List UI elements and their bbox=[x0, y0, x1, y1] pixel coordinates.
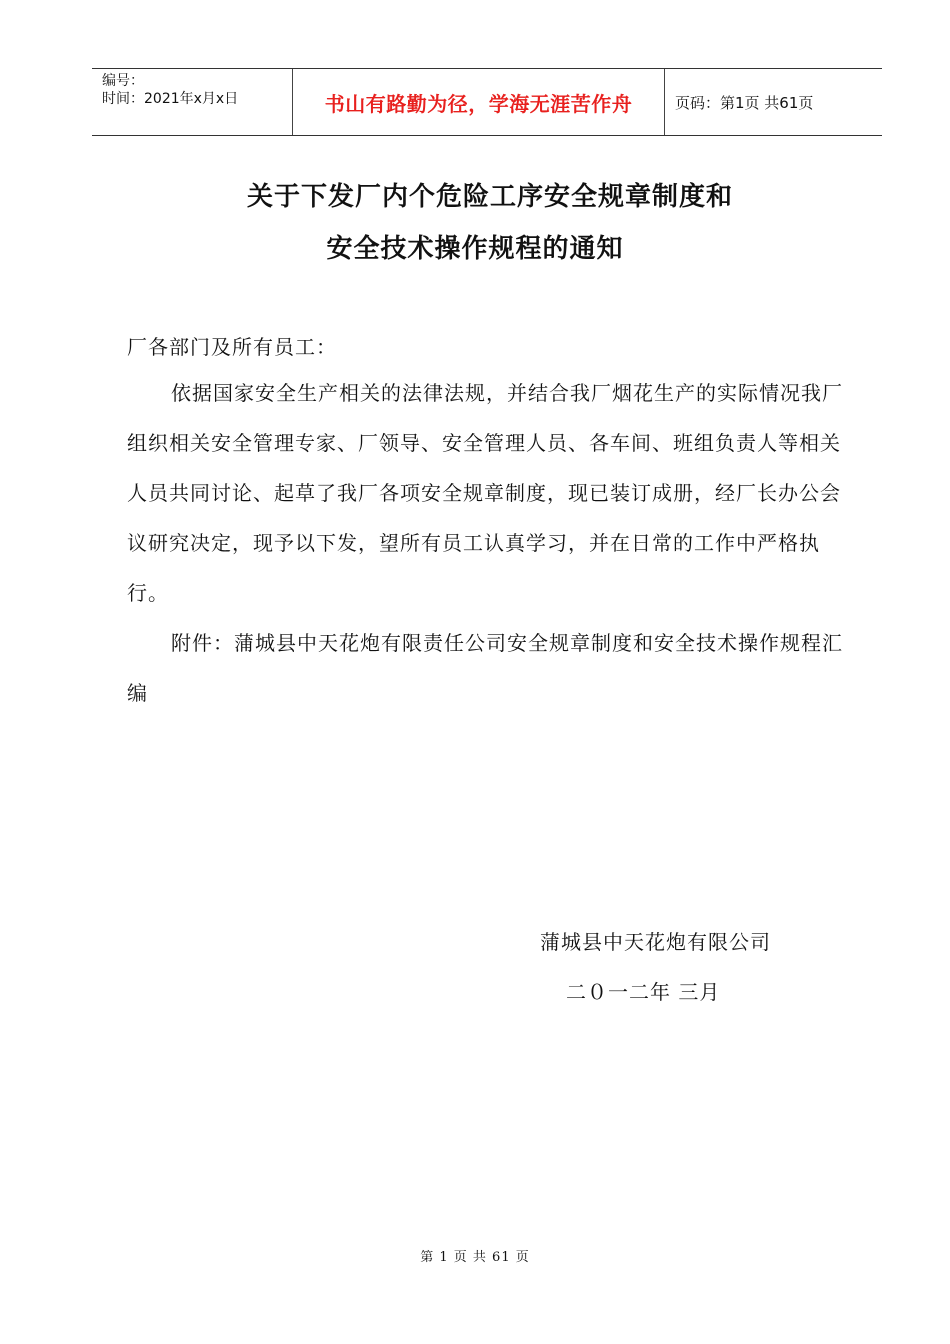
document-number-label: 编号： bbox=[102, 73, 144, 89]
signature-date: 二０一二年 三月 bbox=[566, 980, 721, 1004]
header-meta-cell bbox=[92, 69, 293, 135]
attachment-paragraph: 附件：蒲城县中天花炮有限责任公司安全规章制度和安全技术操作规程汇编 bbox=[127, 631, 843, 705]
header-motto: 书山有路勤为径，学海无涯苦作舟 bbox=[324, 91, 633, 116]
header-page-cell bbox=[665, 69, 882, 135]
header-page-code: 页码：第1页 共61页 bbox=[675, 93, 814, 112]
document-header bbox=[92, 68, 882, 136]
salutation: 厂各部门及所有员工： bbox=[127, 335, 337, 359]
body-paragraph-1: 依据国家安全生产相关的法律法规，并结合我厂烟花生产的实际情况我厂组织相关安全管理专家、厂领导、安全管理人员、各车间、班组负责人等相关人员共同讨论、起草了我厂各项安全规章制度，现已装订成册，经厂长办公会议研究决定，现予以下发，望所有员工认真学习，并在日常的工作中严格执行。 bbox=[127, 381, 843, 605]
document-time-label: 时间：2021年x月x日 bbox=[102, 91, 239, 107]
notice-title-line-1: 关于下发厂内个危险工序安全规章制度和 bbox=[246, 182, 733, 212]
notice-title-line-2: 安全技术操作规程的通知 bbox=[326, 234, 624, 264]
signature-organization: 蒲城县中天花炮有限公司 bbox=[540, 930, 771, 954]
page-footer: 第 1 页 共 61 页 bbox=[420, 1250, 530, 1265]
header-motto-cell bbox=[293, 69, 665, 135]
